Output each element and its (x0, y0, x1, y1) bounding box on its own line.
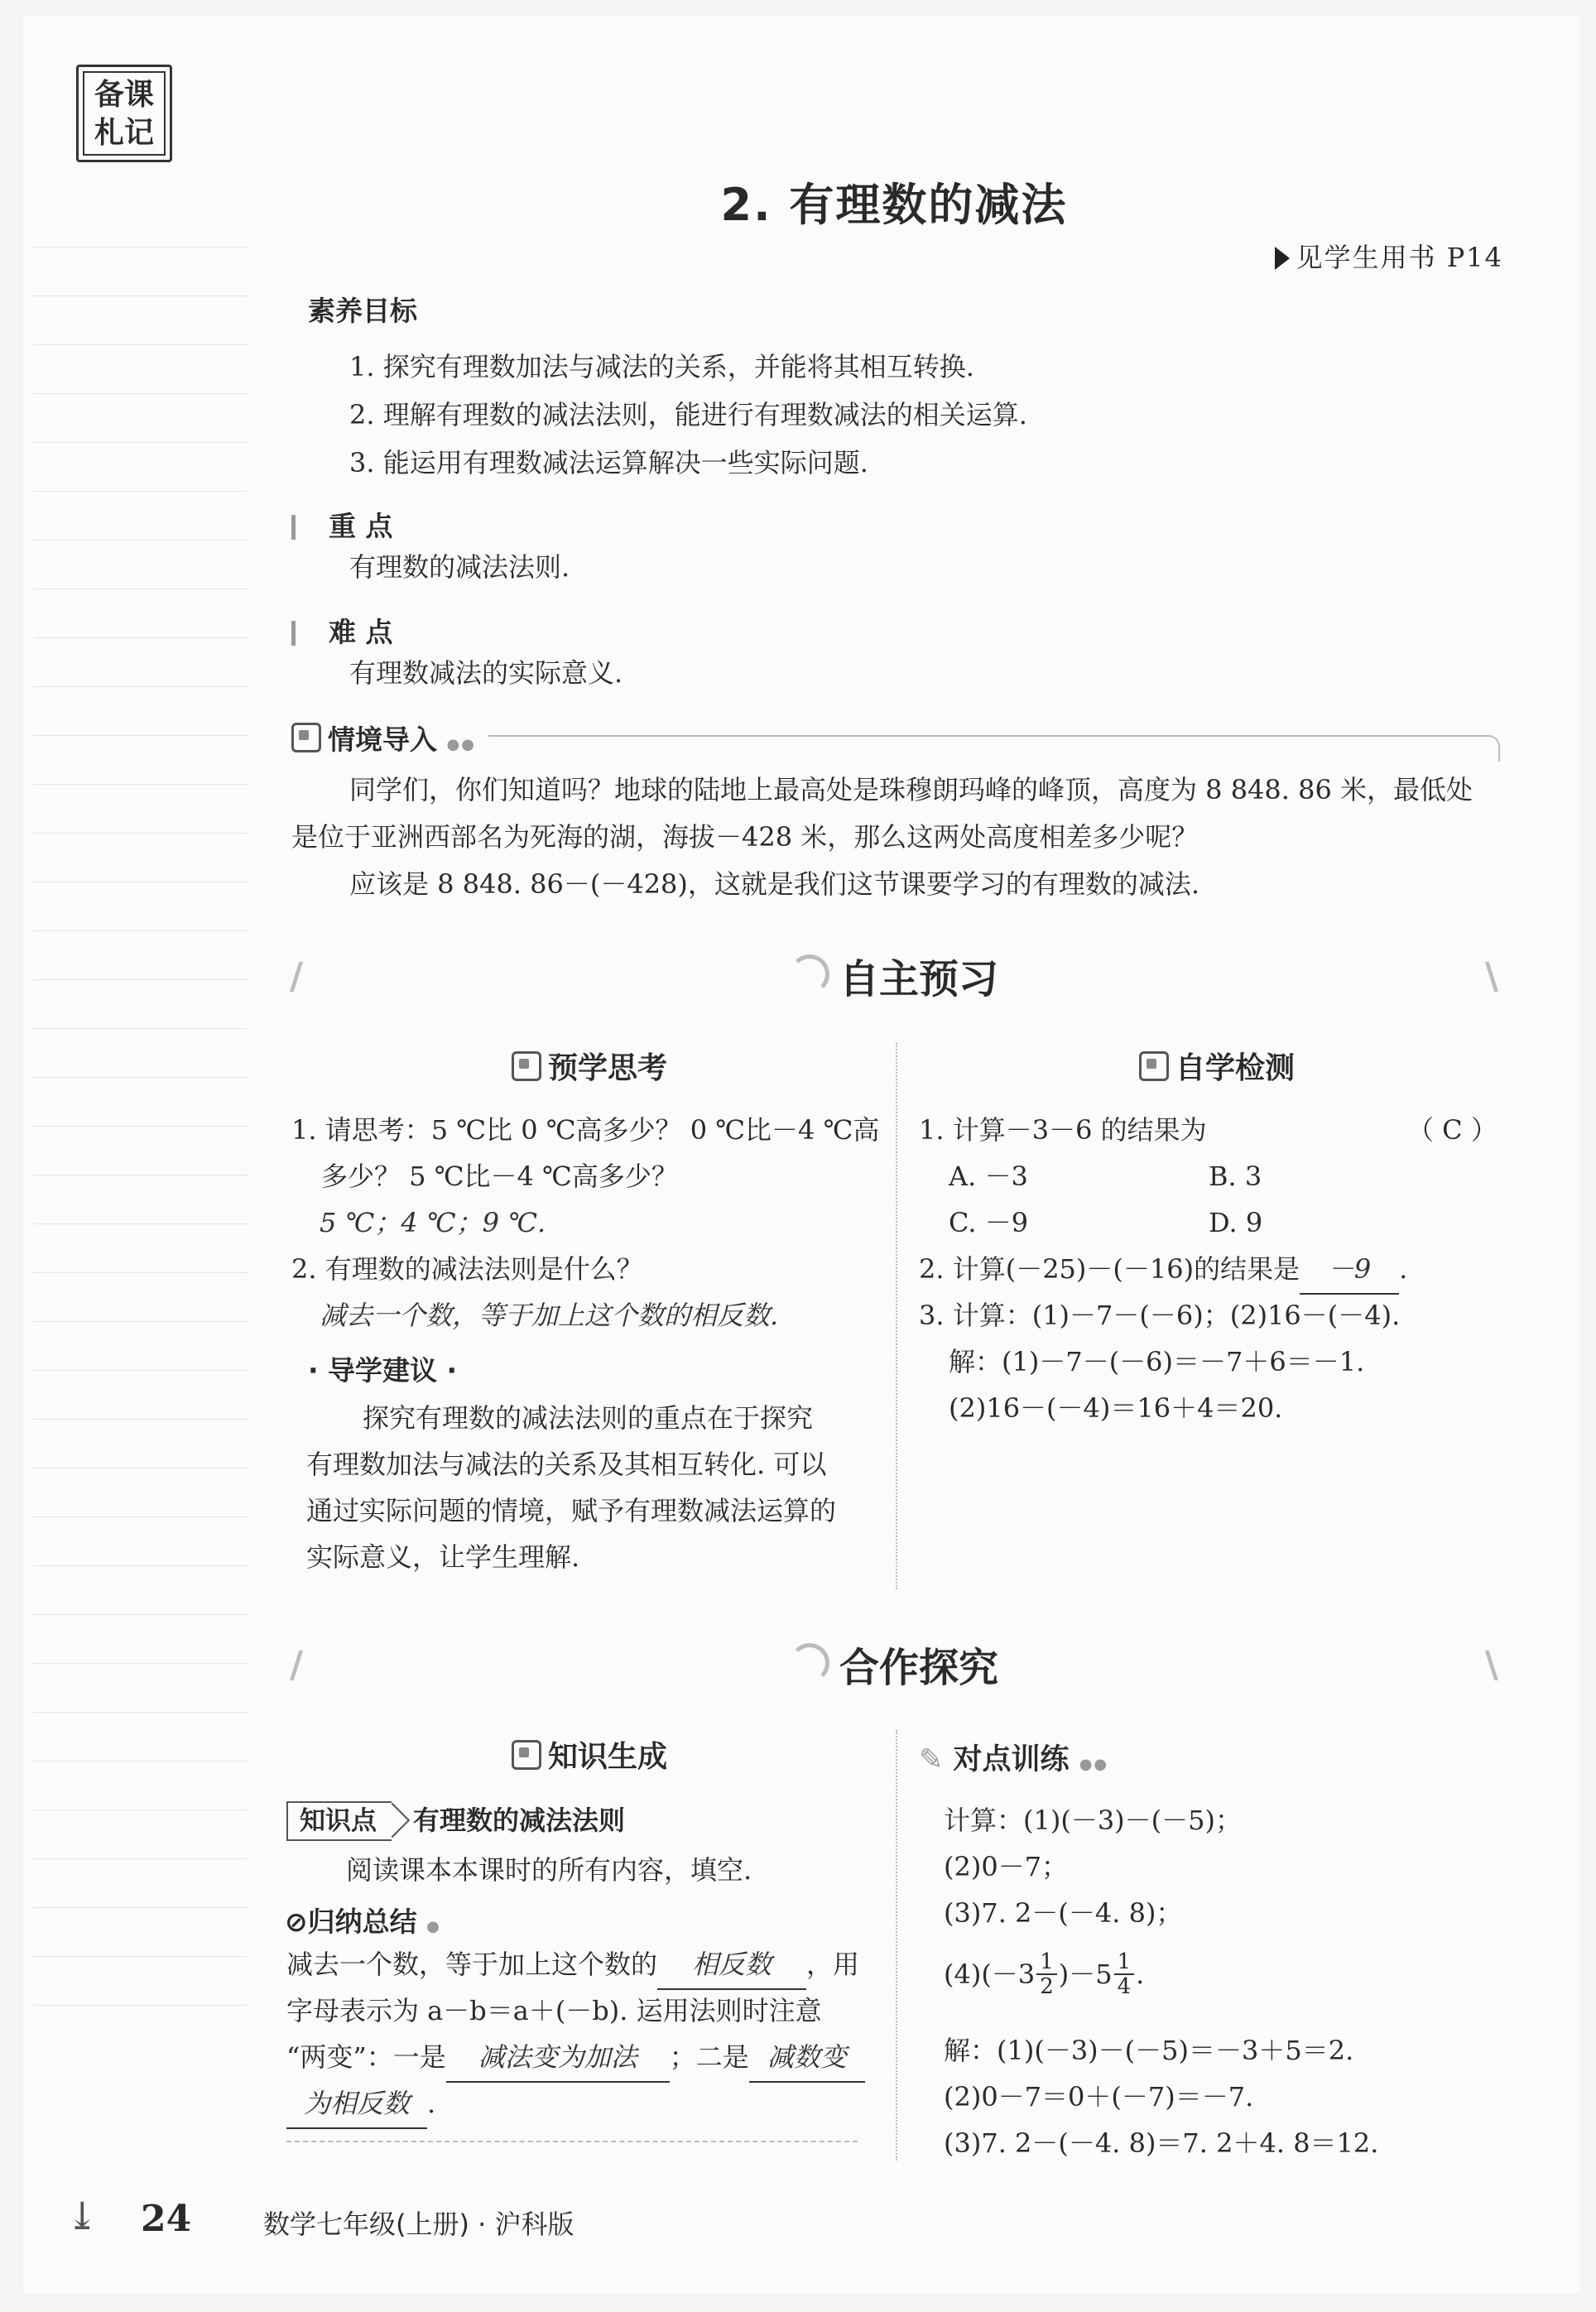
difficulty-text: 有理数减法的实际意义. (349, 657, 623, 689)
column-divider-2 (896, 1730, 897, 2161)
book-title: 数学七年级(上册) · 沪科版 (263, 2209, 574, 2240)
check-q2: 2. 计算(－25)－(－16)的结果是 －9 . (919, 1245, 1407, 1295)
page-number: 24 (141, 2198, 192, 2240)
advice-heading: · 导学建议 · (308, 1354, 458, 1387)
scene-heading: 情境导入 ●● (291, 719, 476, 757)
bar-icon (291, 621, 296, 646)
summary-line-2: 字母表示为 a－b＝a＋(－b). 运用法则时注意 (286, 1995, 822, 2026)
fraction-quarter: $\frac{1}{4}$ (1114, 1950, 1135, 1998)
check-q3: 3. 计算：(1)－7－(－6)；(2)16－(－4). (919, 1300, 1401, 1331)
self-check-heading: 自学检测 (919, 1045, 1515, 1087)
option-d: D. 9 (1209, 1207, 1263, 1238)
section-banner-preview (281, 944, 1507, 1010)
think-q1-line2: 多少？ 5 ℃比－4 ℃高多少？ (321, 1161, 678, 1192)
fraction-half: $\frac{1}{2}$ (1036, 1950, 1057, 1998)
scene-line-2: 是位于亚洲西部名为死海的湖，海拔－428 米，那么这两处高度相差多少呢？ (291, 821, 1199, 853)
practice-2: (2)0－7； (944, 1851, 1069, 1882)
option-a: A. －3 (949, 1161, 1028, 1192)
summary-line-3: “两变”：一是 减法变为加法 ；二是 减数变 (286, 2033, 865, 2083)
think-q1-line1: 1. 请思考：5 ℃比 0 ℃高多少？ 0 ℃比－4 ℃高 (291, 1114, 880, 1146)
scene-icon (291, 723, 321, 752)
pencil-icon: ✎ (919, 1743, 944, 1776)
blank-1: 相反数 (657, 1940, 806, 1990)
knowledge-topic: 知识点 有理数的减法法则 (286, 1796, 625, 1844)
solution-2: (2)0－7＝0＋(－7)＝－7. (944, 2081, 1254, 2113)
check-q3-solution-1: 解：(1)－7－(－6)＝－7＋6＝－1. (949, 1346, 1365, 1377)
solution-3: (3)7. 2－(－4. 8)＝7. 2＋4. 8＝12. (944, 2127, 1379, 2159)
margin-note-lines (33, 199, 248, 2006)
slash-icon: / (290, 955, 304, 997)
knowledge-icon (512, 1740, 541, 1770)
knowledge-heading: 知识生成 (291, 1733, 887, 1776)
section-title-preview: 自主预习 (839, 956, 998, 1002)
blank-3: 减数变 (749, 2033, 865, 2083)
advice-line-2: 有理数加法与减法的关系及其相互转化. 可以 (306, 1449, 827, 1480)
swirl-icon (790, 954, 829, 994)
backslash-icon: \ (1484, 1644, 1498, 1686)
read-instruction: 阅读课本本课时的所有内容，填空. (346, 1854, 752, 1886)
option-b: B. 3 (1209, 1161, 1262, 1192)
think-q1-answer: 5 ℃；4 ℃；9 ℃. (320, 1207, 546, 1238)
slash-icon: / (290, 1644, 304, 1686)
key-point-text: 有理数的减法法则. (349, 551, 570, 583)
footer-arrow-icon: ⤓ (66, 2194, 99, 2238)
blank-3-cont: 为相反数 (286, 2079, 427, 2129)
think-icon (512, 1051, 541, 1081)
goal-1: 1. 探究有理数加法与减法的关系，并能将其相互转换. (349, 351, 974, 382)
goal-3: 3. 能运用有理数减法运算解决一些实际问题. (349, 447, 868, 478)
check-q1: 1. 计算－3－6 的结果为 (919, 1114, 1207, 1146)
key-point-heading: 重 点 (291, 505, 393, 544)
summary-heading: ⊘归纳总结 ● (285, 1906, 441, 1938)
preview-think-heading: 预学思考 (291, 1045, 887, 1087)
practice-heading: ✎ 对点训练 ●● (919, 1743, 1109, 1776)
section-title-explore: 合作探究 (839, 1645, 998, 1691)
advice-line-3: 通过实际问题的情境，赋予有理数减法运算的 (306, 1495, 837, 1526)
scene-line-3: 应该是 8 848. 86－(－428)，这就是我们这节课要学习的有理数的减法. (349, 868, 1200, 900)
option-c: C. －9 (949, 1207, 1029, 1238)
summary-line-1: 减去一个数，等于加上这个数的 相反数 ，用 (286, 1940, 859, 1990)
goals-heading: 素养目标 (308, 295, 417, 327)
leaf-icon: ⊘ (285, 1906, 308, 1938)
bar-icon (291, 515, 296, 540)
check-q1-answer: （ C ） (1407, 1114, 1497, 1146)
goal-2: 2. 理解有理数的减法法则，能进行有理数减法的相关运算. (349, 399, 1027, 430)
stamp-line-2: 札记 (94, 115, 154, 150)
think-q2: 2. 有理数的减法法则是什么？ (291, 1253, 643, 1285)
advice-line-4: 实际意义，让学生理解. (306, 1541, 580, 1573)
lesson-title: 2. 有理数的减法 (720, 179, 1068, 231)
check-q2-answer: －9 (1300, 1245, 1399, 1295)
stamp-line-1: 备课 (94, 77, 154, 112)
scene-line-1: 同学们，你们知道吗？地球的陆地上最高处是珠穆朗玛峰的峰顶，高度为 8 848. 86 米，最低处 (349, 774, 1473, 805)
reference-text: 见学生用书 P14 (1296, 242, 1503, 273)
summary-line-4: 为相反数 . (286, 2079, 435, 2129)
advice-line-1: 探究有理数的减法法则的重点在于探究 (363, 1402, 814, 1434)
reference (1275, 237, 1503, 275)
column-divider (896, 1043, 897, 1589)
check-icon (1139, 1051, 1169, 1081)
knowledge-tag: 知识点 (286, 1801, 392, 1841)
practice-4: (4)(－3 $\frac{1}{2}$ )－5 $\frac{1}{4}$ . (944, 1949, 1145, 1999)
section-banner-explore (281, 1632, 1507, 1699)
check-q3-solution-2: (2)16－(－4)＝16＋4＝20. (949, 1392, 1283, 1424)
practice-intro: 计算：(1)(－3)－(－5)； (944, 1805, 1242, 1836)
think-q2-answer: 减去一个数，等于加上这个数的相反数. (320, 1300, 779, 1331)
summary-bottom-line (286, 2141, 858, 2142)
backslash-icon: \ (1484, 955, 1498, 997)
triangle-icon (1275, 247, 1290, 270)
difficulty-heading: 难 点 (291, 611, 393, 650)
swirl-icon (790, 1643, 829, 1683)
scene-divider (488, 735, 1500, 762)
notes-stamp (76, 65, 172, 162)
blank-2: 减法变为加法 (446, 2033, 670, 2083)
solution-1: 解：(1)(－3)－(－5)＝－3＋5＝2. (944, 2035, 1354, 2066)
practice-3: (3)7. 2－(－4. 8)； (944, 1897, 1183, 1929)
